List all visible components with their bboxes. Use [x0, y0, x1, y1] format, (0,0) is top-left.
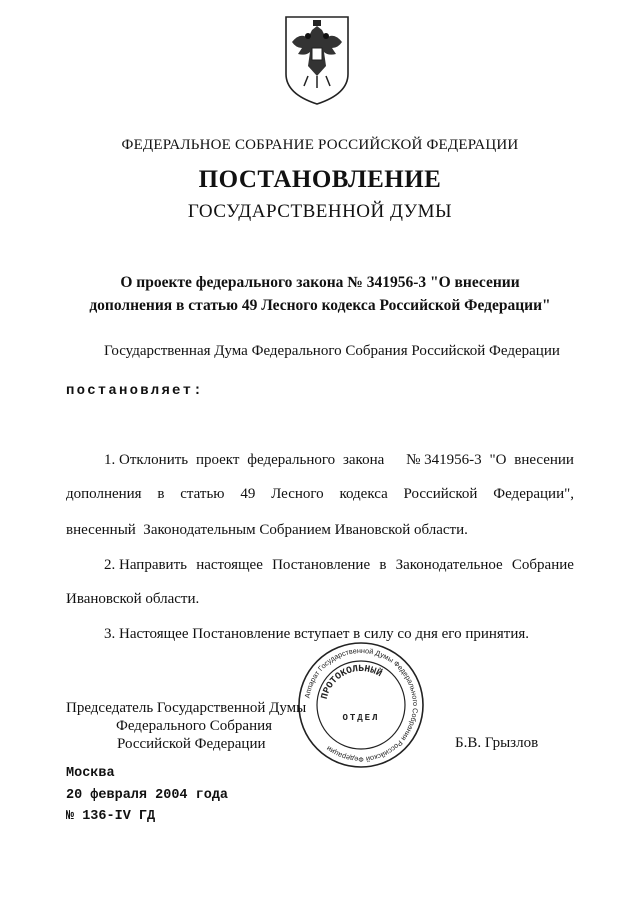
date: 20 февраля 2004 года [66, 788, 229, 803]
word: Постановление [272, 557, 371, 573]
word: 49 [240, 486, 256, 502]
word: 1. Отклонить [104, 452, 189, 468]
preamble: Государственная Дума Федерального Собрания Российской Федерации [104, 343, 560, 359]
subject-line-1: О проекте федерального закона № 341956-3 "О внесении [120, 274, 520, 291]
law-number: № 341956-3 [406, 452, 482, 468]
decree-word: постановляет: [66, 383, 204, 399]
stamp-center-top: ПРОТОКОЛЬНЫЙ [318, 662, 384, 701]
word: в [379, 557, 387, 573]
signature-title-line-1: Председатель Государственной Думы [66, 700, 307, 716]
word: проект [195, 452, 240, 468]
stamp-center-bottom: ОТДЕЛ [342, 713, 380, 723]
document-number: № 136-IV ГД [66, 809, 156, 824]
word: Законодательное [395, 557, 503, 573]
document-type-title: ПОСТАНОВЛЕНИЕ [198, 166, 442, 193]
signer-name: Б.В. Грызлов [455, 735, 539, 751]
word: закона [342, 452, 385, 468]
word: дополнения [66, 486, 142, 502]
place: Москва [66, 766, 115, 781]
word: 2. Направить [104, 557, 187, 573]
word: Российской [403, 486, 478, 502]
item-2-line-1 [104, 557, 574, 574]
item-1-line-1 [104, 452, 574, 469]
word: Лесного [271, 486, 324, 502]
word: федерального [247, 452, 336, 468]
round-office-stamp-icon [296, 640, 426, 770]
signature-title-line-2: Федерального Собрания [116, 718, 273, 734]
double-headed-eagle-icon [282, 14, 352, 106]
word: внесении [514, 452, 574, 468]
issuer-name: ГОСУДАРСТВЕННОЙ ДУМЫ [187, 201, 453, 222]
word: Собрание [511, 557, 574, 573]
stamp-outer-text: Аппарат Государственной Думы Федерального Собрания Российской Федерации [302, 645, 421, 765]
item-3: 3. Настоящее Постановление вступает в силу со дня его принятия. [104, 626, 530, 642]
word: настоящее [196, 557, 263, 573]
word: статью [180, 486, 225, 502]
word: "О [489, 452, 507, 468]
subject-line-2: дополнения в статью 49 Лесного кодекса Российской Федерации" [89, 297, 551, 314]
svg-text:ПРОТОКОЛЬНЫЙ [319, 663, 384, 700]
item-2-line-2: Ивановской области. [66, 591, 200, 607]
item-1-line-3: внесенный Законодательным Собранием Ивановской области. [66, 522, 468, 538]
assembly-name: ФЕДЕРАЛЬНОЕ СОБРАНИЕ РОССИЙСКОЙ ФЕДЕРАЦИИ [121, 137, 519, 153]
signature-title-line-3: Российской Федерации [117, 736, 266, 752]
word: кодекса [339, 486, 388, 502]
word: в [157, 486, 165, 502]
word: Федерации", [493, 486, 574, 502]
item-1-line-2 [66, 486, 574, 503]
